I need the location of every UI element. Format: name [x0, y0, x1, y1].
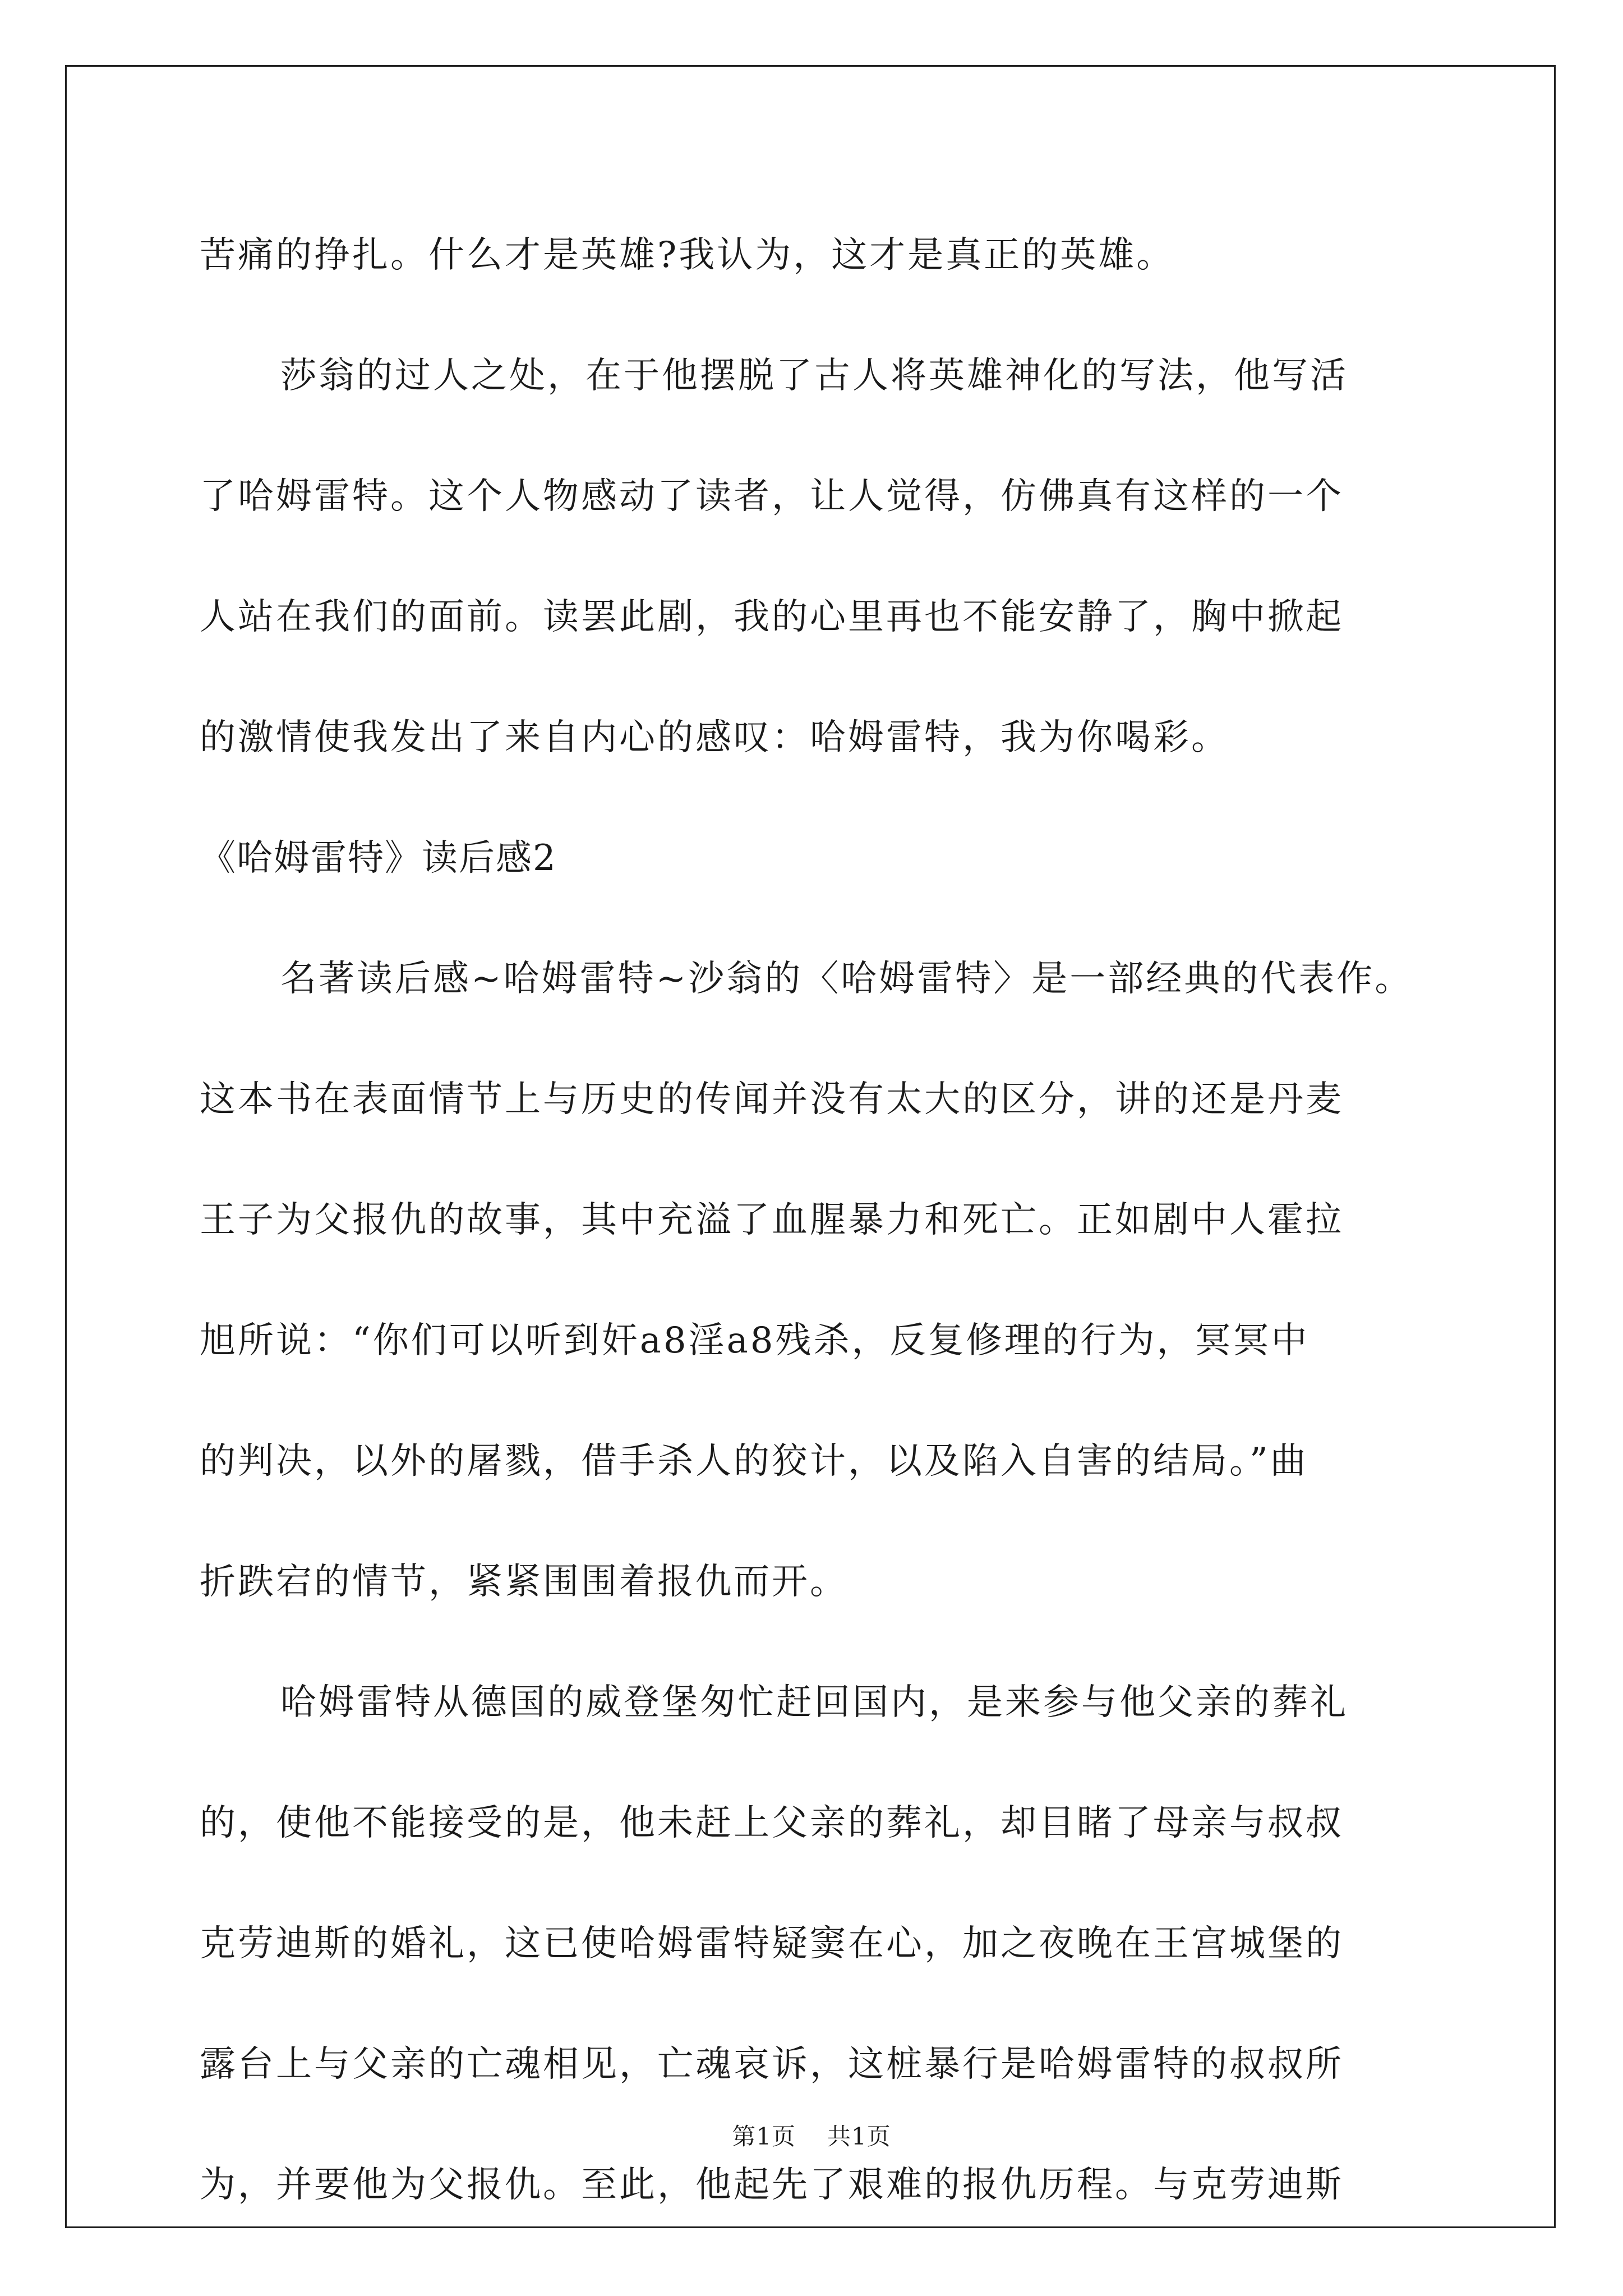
text-line: 折跌宕的情节，紧紧围围着报仇而开。 [200, 1561, 848, 1603]
text-line: 苦痛的挣扎。什么才是英雄?我认为，这才是真正的英雄。 [200, 234, 1175, 276]
page-footer [0, 2120, 1623, 2154]
document-body [200, 195, 1433, 2246]
text-line: 了哈姆雷特。这个人物感动了读者，让人觉得，仿佛真有这样的一个 [200, 476, 1344, 517]
page-number: 第1页 [732, 2123, 796, 2150]
section-heading: 《哈姆雷特》读后感2 [200, 838, 557, 879]
text-line: 的判决，以外的屠戮，借手杀人的狡计，以及陷入自害的结局。”曲 [200, 1441, 1308, 1482]
text-line: 这本书在表面情节上与历史的传闻并没有太大的区分，讲的还是丹麦 [200, 1079, 1344, 1120]
text-line: 人站在我们的面前。读罢此剧，我的心里再也不能安静了，胸中掀起 [200, 596, 1344, 638]
text-line: 露台上与父亲的亡魂相见，亡魂哀诉，这桩暴行是哈姆雷特的叔叔所 [200, 2044, 1344, 2085]
text-line: 王子为父报仇的故事，其中充溢了血腥暴力和死亡。正如剧中人霍拉 [200, 1199, 1344, 1241]
text-line: 为，并要他为父报仇。至此，他起先了艰难的报仇历程。与克劳迪斯 [200, 2164, 1344, 2206]
text-line: 的激情使我发出了来自内心的感叹：哈姆雷特，我为你喝彩。 [200, 717, 1229, 758]
paragraph-start-line: 莎翁的过人之处，在于他摆脱了古人将英雄神化的写法，他写活 [280, 355, 1348, 397]
text-line: 旭所说：“你们可以听到奸a8淫a8残杀，反复修理的行为，冥冥中 [200, 1320, 1310, 1361]
page-total: 共1页 [827, 2123, 891, 2150]
text-line: 的，使他不能接受的是，他未赶上父亲的葬礼，却目睹了母亲与叔叔 [200, 1802, 1344, 1844]
paragraph-start-line: 哈姆雷特从德国的威登堡匆忙赶回国内，是来参与他父亲的葬礼 [280, 1682, 1348, 1723]
paragraph-start-line: 名著读后感~哈姆雷特~沙翁的〈哈姆雷特〉是一部经典的代表作。 [280, 958, 1413, 1000]
text-line: 克劳迪斯的婚礼，这已使哈姆雷特疑窦在心，加之夜晚在王宫城堡的 [200, 1923, 1344, 1964]
